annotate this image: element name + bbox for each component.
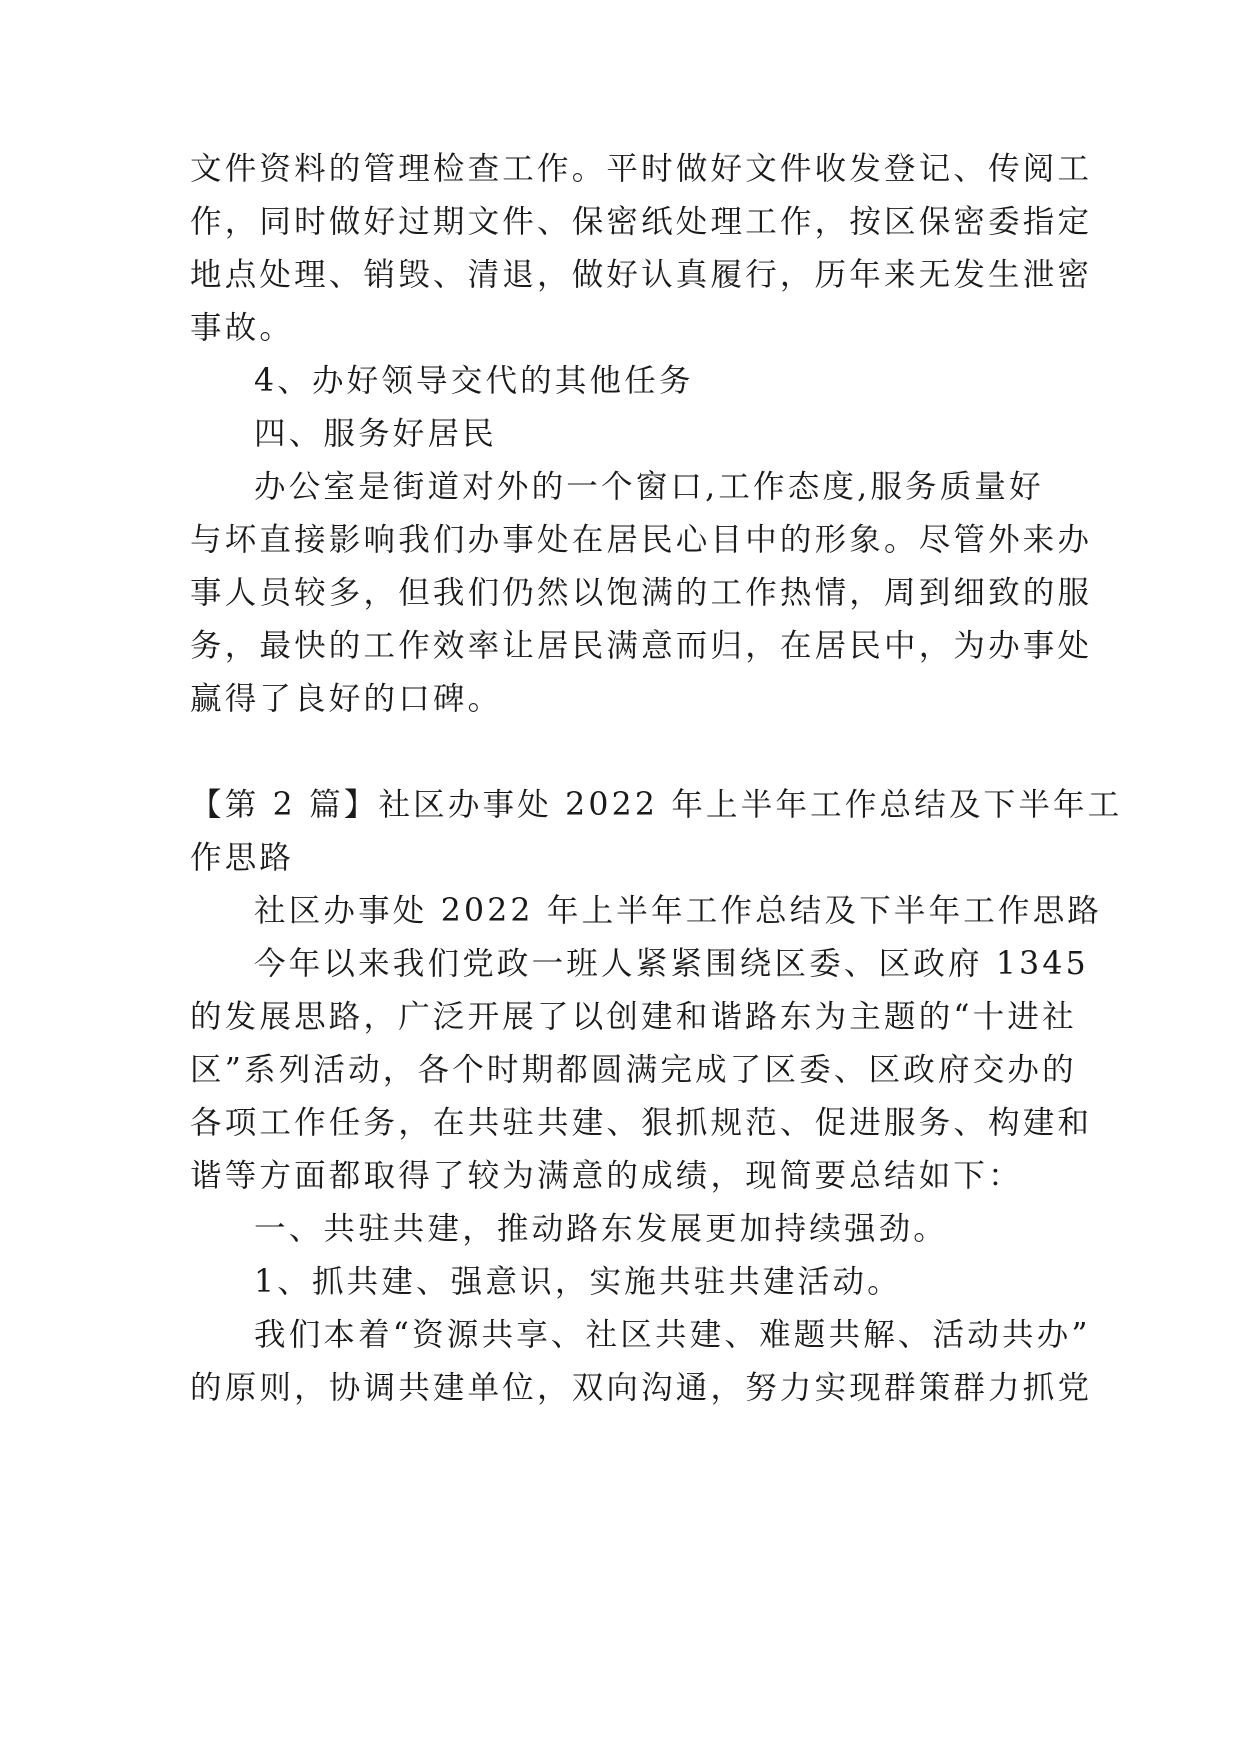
text-line: 办公室是街道对外的一个窗口,工作态度,服务质量好 (254, 469, 1044, 505)
text-line: 作，同时做好过期文件、保密纸处理工作，按区保密委指定 (190, 204, 1093, 240)
text-line: 赢得了良好的口碑。 (190, 681, 503, 717)
text-line: 与坏直接影响我们办事处在居民心目中的形象。尽管外来办 (190, 522, 1093, 558)
text-line: 务，最快的工作效率让居民满意而归，在居民中，为办事处 (190, 628, 1093, 664)
text-line: 文件资料的管理检查工作。平时做好文件收发登记、传阅工 (190, 151, 1093, 187)
section-heading: 一、共驻共建，推动路东发展更加持续强劲。 (254, 1211, 949, 1247)
article-title: 作思路 (190, 840, 295, 876)
text-line: 今年以来我们党政一班人紧紧围绕区委、区政府 1345 (254, 946, 1089, 982)
section-heading: 四、服务好居民 (254, 416, 497, 452)
text-line: 各项工作任务，在共驻共建、狠抓规范、促进服务、构建和 (190, 1105, 1093, 1141)
list-item: 4、办好领导交代的其他任务 (254, 363, 694, 399)
text-line: 我们本着“资源共享、社区共建、难题共解、活动共办” (254, 1317, 1091, 1353)
text-line: 的发展思路，广泛开展了以创建和谐路东为主题的“十进社 (190, 999, 1077, 1035)
text-line: 地点处理、销毁、清退，做好认真履行，历年来无发生泄密 (190, 257, 1093, 293)
text-line: 事人员较多，但我们仍然以饱满的工作热情，周到细致的服 (190, 575, 1093, 611)
text-line: 的原则，协调共建单位，双向沟通，努力实现群策群力抓党 (190, 1370, 1093, 1406)
subtitle: 社区办事处 2022 年上半年工作总结及下半年工作思路 (254, 893, 1103, 929)
article-title: 【第 2 篇】社区办事处 2022 年上半年工作总结及下半年工 (190, 787, 1123, 823)
list-item: 1、抓共建、强意识，实施共驻共建活动。 (254, 1264, 902, 1300)
text-line: 谐等方面都取得了较为满意的成绩，现简要总结如下： (190, 1158, 1023, 1194)
text-line: 事故。 (190, 310, 295, 346)
text-line: 区”系列活动，各个时期都圆满完成了区委、区政府交办的 (190, 1052, 1077, 1088)
